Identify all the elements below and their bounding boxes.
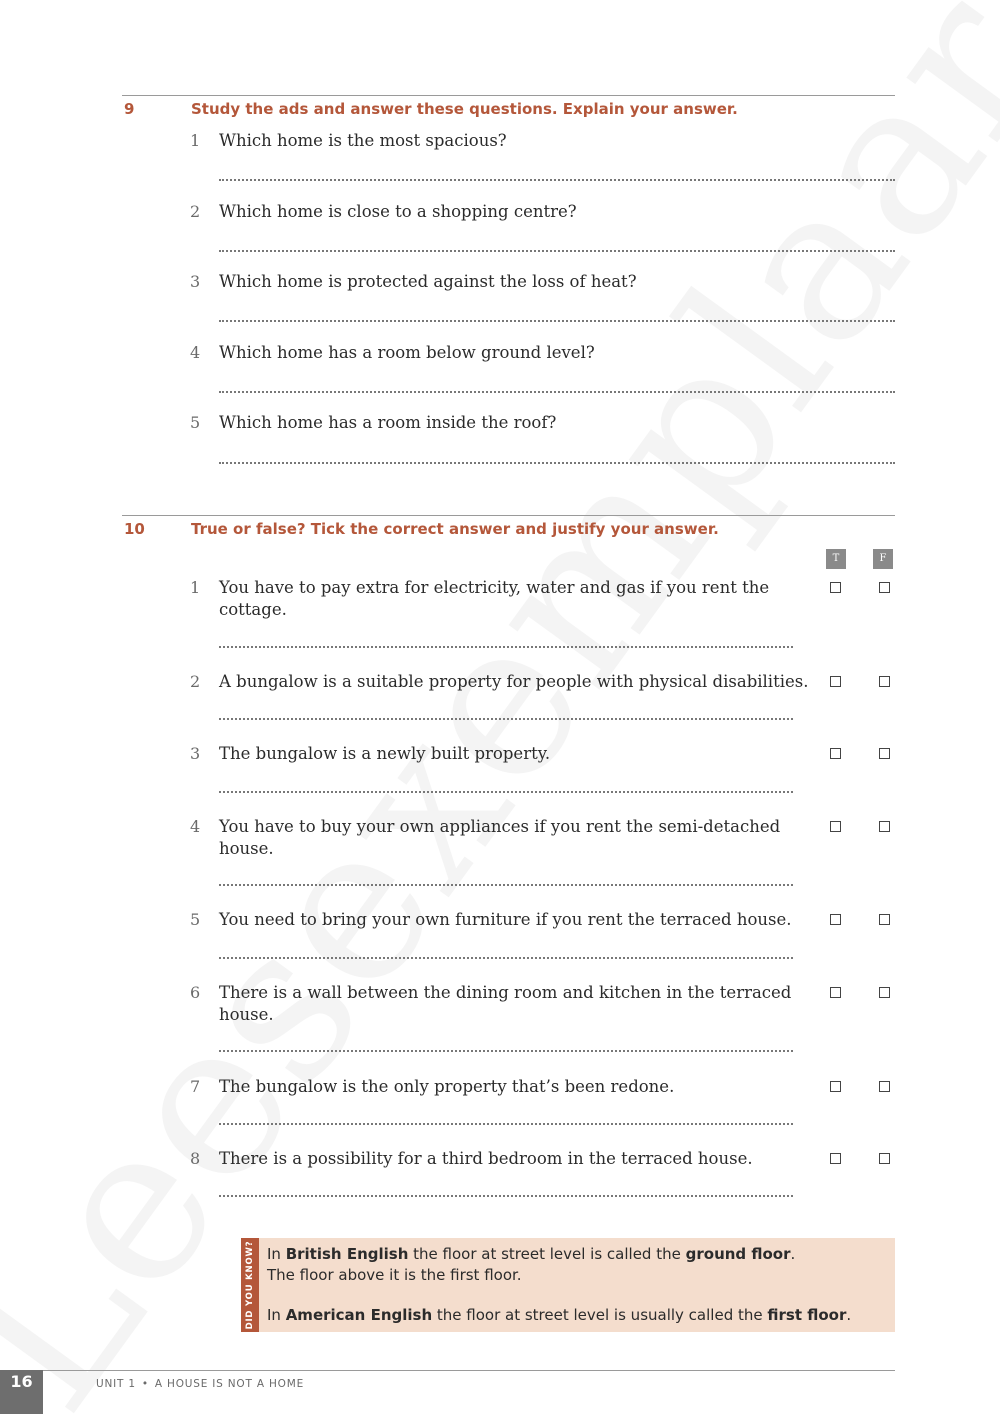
false-column-header: F: [873, 549, 893, 569]
false-checkbox[interactable]: [879, 1153, 890, 1164]
answer-line[interactable]: [219, 1050, 793, 1052]
section-divider: [122, 515, 895, 516]
true-column-header: T: [826, 549, 846, 569]
answer-line[interactable]: [219, 791, 793, 793]
true-checkbox[interactable]: [830, 987, 841, 998]
answer-line[interactable]: [219, 391, 895, 393]
question-number: 7: [190, 1077, 201, 1096]
question-text: You have to pay extra for electricity, water and gas if you rent the cottage.: [219, 578, 770, 619]
did-you-know-line-2: The floor above it is the first floor.: [267, 1266, 522, 1284]
question-text: There is a wall between the dining room and kitchen in the terraced house.: [219, 983, 792, 1024]
true-checkbox[interactable]: [830, 821, 841, 832]
did-you-know-box: [241, 1238, 895, 1332]
question-number: 4: [190, 343, 201, 362]
question-text: Which home is protected against the loss of heat?: [219, 272, 637, 291]
question-text: Which home has a room below ground level?: [219, 343, 595, 362]
did-you-know-tab: [241, 1238, 259, 1332]
false-checkbox[interactable]: [879, 676, 890, 687]
answer-line[interactable]: [219, 1195, 793, 1197]
question-text: Which home has a room inside the roof?: [219, 413, 557, 432]
answer-line[interactable]: [219, 718, 793, 720]
question-text: Which home is close to a shopping centre?: [219, 202, 577, 221]
question-number: 8: [190, 1149, 201, 1168]
exercise-9-instruction: Study the ads and answer these questions. Explain your answer.: [191, 100, 738, 118]
answer-line[interactable]: [219, 250, 895, 252]
question-number: 3: [190, 272, 201, 291]
question-text: There is a possibility for a third bedroom in the terraced house.: [219, 1149, 753, 1168]
true-checkbox[interactable]: [830, 1153, 841, 1164]
question-text: You have to buy your own appliances if you rent the semi-detached house.: [219, 817, 781, 858]
page-number: 16: [10, 1372, 33, 1391]
exercise-10-number: 10: [124, 520, 145, 538]
question-text: The bungalow is the only property that’s been redone.: [219, 1077, 675, 1096]
false-checkbox[interactable]: [879, 582, 890, 593]
true-checkbox[interactable]: [830, 914, 841, 925]
question-text: The bungalow is a newly built property.: [219, 744, 551, 763]
question-number: 2: [190, 672, 201, 691]
true-checkbox[interactable]: [830, 748, 841, 759]
question-number: 1: [190, 131, 201, 150]
question-text: A bungalow is a suitable property for people with physical disabilities.: [219, 672, 809, 691]
false-checkbox[interactable]: [879, 914, 890, 925]
answer-line[interactable]: [219, 646, 793, 648]
question-text: You need to bring your own furniture if you rent the terraced house.: [219, 910, 792, 929]
false-checkbox[interactable]: [879, 821, 890, 832]
footer-divider: [42, 1370, 895, 1371]
answer-line[interactable]: [219, 462, 895, 464]
true-checkbox[interactable]: [830, 582, 841, 593]
footer-running-title: UNIT 1 • A HOUSE IS NOT A HOME: [96, 1378, 305, 1390]
question-number: 3: [190, 744, 201, 763]
question-number: 4: [190, 817, 201, 836]
answer-line[interactable]: [219, 957, 793, 959]
true-checkbox[interactable]: [830, 1081, 841, 1092]
false-checkbox[interactable]: [879, 748, 890, 759]
question-number: 5: [190, 413, 201, 432]
question-number: 5: [190, 910, 201, 929]
answer-line[interactable]: [219, 179, 895, 181]
exercise-10-instruction: True or false? Tick the correct answer and justify your answer.: [191, 520, 719, 538]
answer-line[interactable]: [219, 320, 895, 322]
false-checkbox[interactable]: [879, 1081, 890, 1092]
did-you-know-line-3: In American English the floor at street level is usually called the first floor.: [267, 1306, 852, 1324]
false-checkbox[interactable]: [879, 987, 890, 998]
exercise-9-number: 9: [124, 100, 135, 118]
section-divider: [122, 95, 895, 96]
did-you-know-label: DID YOU KNOW?: [245, 1240, 255, 1330]
question-number: 6: [190, 983, 201, 1002]
true-checkbox[interactable]: [830, 676, 841, 687]
question-text: Which home is the most spacious?: [219, 131, 507, 150]
question-number: 1: [190, 578, 201, 597]
question-number: 2: [190, 202, 201, 221]
answer-line[interactable]: [219, 1123, 793, 1125]
did-you-know-line-1: In British English the floor at street level is called the ground floor.: [267, 1245, 796, 1263]
answer-line[interactable]: [219, 884, 793, 886]
